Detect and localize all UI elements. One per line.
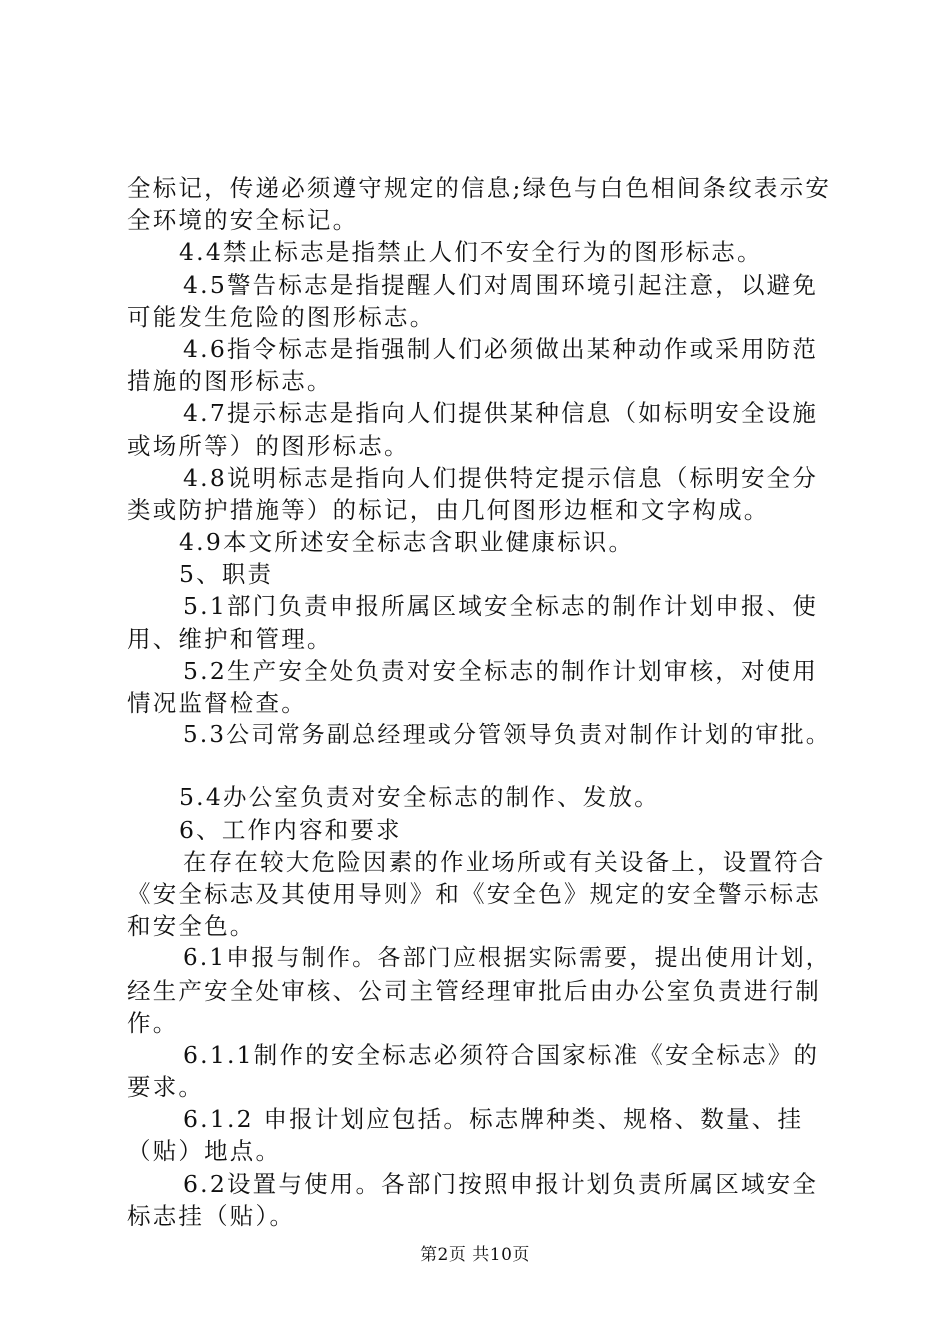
- paragraph-line: 作。: [127, 1008, 179, 1037]
- section-heading: 6、工作内容和要求: [179, 815, 402, 844]
- paragraph-line: 5.1部门负责申报所属区域安全标志的制作计划申报、使: [183, 592, 819, 621]
- paragraph-line: 全环境的安全标记。: [127, 206, 359, 235]
- paragraph-line: 6.2设置与使用。各部门按照申报计划负责所属区域安全: [183, 1169, 819, 1198]
- paragraph-line: 全标记，传递必须遵守规定的信息;绿色与白色相间条纹表示安: [127, 174, 832, 202]
- page-number-footer: 第2页 共10页: [420, 1245, 530, 1265]
- paragraph-line: 和安全色。: [127, 912, 256, 941]
- paragraph-line: 4.7提示标志是指向人们提供某种信息（如标明安全设施: [183, 399, 819, 428]
- paragraph-line: 可能发生危险的图形标志。: [127, 302, 436, 331]
- paragraph-line: 5.3公司常务副总经理或分管领导负责对制作计划的审批。: [183, 722, 831, 749]
- paragraph-line: 4.4禁止标志是指禁止人们不安全行为的图形标志。: [179, 238, 763, 267]
- paragraph-line: 经生产安全处审核、公司主管经理审批后由办公室负责进行制: [127, 976, 821, 1005]
- paragraph-line: 5.2生产安全处负责对安全标志的制作计划审核，对使用: [183, 656, 819, 685]
- paragraph-line: 《安全标志及其使用导则》和《安全色》规定的安全警示标志: [127, 879, 821, 908]
- paragraph-line: 情况监督检查。: [127, 689, 307, 717]
- paragraph-line: 6.1.1制作的安全标志必须符合国家标准《安全标志》的: [183, 1040, 820, 1069]
- paragraph-line: 或场所等）的图形标志。: [127, 431, 410, 460]
- paragraph-line: 4.9本文所述安全标志含职业健康标识。: [179, 528, 635, 557]
- paragraph-line: 4.5警告标志是指提醒人们对周围环境引起注意，以避免: [183, 270, 819, 299]
- blank-line: [127, 751, 837, 781]
- paragraph-line: 6.1.2 申报计划应包括。标志牌种类、规格、数量、挂: [183, 1105, 804, 1134]
- section-heading: 5、职责: [179, 560, 274, 589]
- paragraph-line: （贴）地点。: [127, 1137, 282, 1166]
- paragraph-line: 标志挂（贴）。: [127, 1201, 296, 1230]
- paragraph-line: 6.1申报与制作。各部门应根据实际需要，提出使用计划，: [183, 945, 831, 972]
- paragraph-line: 用、维护和管理。: [127, 624, 333, 653]
- paragraph-line: 5.4办公室负责对安全标志的制作、发放。: [179, 783, 660, 812]
- paragraph-line: 4.8说明标志是指向人们提供特定提示信息（标明安全分: [183, 463, 819, 492]
- paragraph-line: 在存在较大危险因素的作业场所或有关设备上，设置符合: [183, 847, 826, 876]
- paragraph-line: 措施的图形标志。: [127, 367, 333, 396]
- paragraph-line: 4.6指令标志是指强制人们必须做出某种动作或采用防范: [183, 334, 819, 363]
- paragraph-line: 类或防护措施等）的标记，由几何图形边框和文字构成。: [127, 495, 770, 524]
- document-body: [127, 172, 837, 1232]
- paragraph-line: 要求。: [127, 1073, 205, 1102]
